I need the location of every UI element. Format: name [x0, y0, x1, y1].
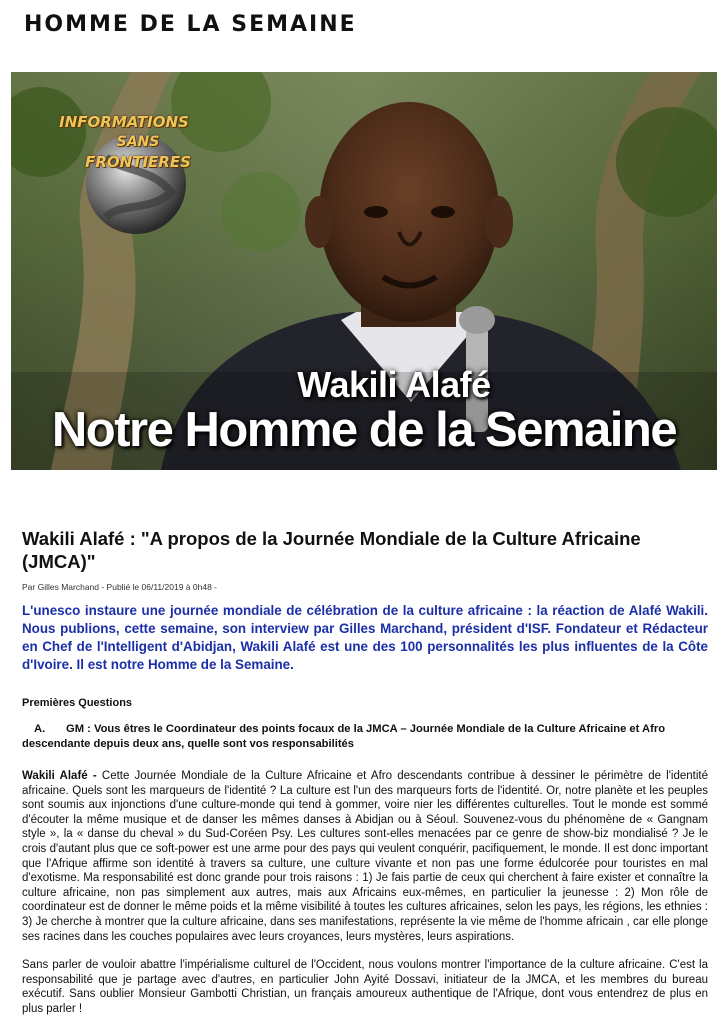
- question-marker: A.: [34, 723, 46, 735]
- logo-line-1: INFORMATIONS: [59, 113, 189, 131]
- hero-name: Wakili Alafé: [297, 364, 491, 405]
- question-text: GM : Vous êtres le Coordinateur des points focaux de la JMCA – Journée Mondiale de la Culture Africaine et Afro descendante depuis deux ans, quelle sont vos responsabilités: [22, 723, 666, 750]
- logo-line-2: SANS: [116, 134, 160, 150]
- hero-caption: Notre Homme de la Semaine: [51, 403, 677, 457]
- answer-text: Cette Journée Mondiale de la Culture Africaine et Afro descendants contribue à dessiner le périmètre de l'identité africaine. Quels sont les marqueurs de l'identité ? La culture est l'un des marqueurs forts de l'identité. Or, notre planète et les peuples sont soumis aux injonctions d'une culture-monde qui tend à gommer, voire nier les différentes culturelles. Tout le monde est sommé d'écouter la même musique et de danser les mêmes danses à Abidjan ou à Séoul. Souvenez-vous du phénomène de « Gangnam style », la « danse du cheval » du Sud-Coréen Psy. Les cultures sont-elles menacées par ce genre de show-biz mondialisé ? Je le crois d'autant plus que ce soft-power est une arme pour des pays qui veulent conquérir, pacifiquement, le monde. Il est donc important que l'Afrique affirme son identité à travers sa culture, une culture vivante et non pas une forme édulcorée pour touristes en mal d'exotisme. Ma responsabilité est donc grande pour trois raisons : 1) Je fais partie de ceux qui cherchent à faire exister et connaître la culture africaine, non pas simplement aux autres, mais aux Africains eux-mêmes, en particulier la jeunesse : 2) Mon rôle de coordinateur est de donner le même poids et la même visibilité à toutes les cultures africaines, selon les pays, les régions, les ethnies : 3) Je cherche à montrer que la culture africaine, dans ses manifestations, représente la vie même de l'homme africain , car elle plonge ses racines dans les couches populaires avec leurs croyances, leurs mystères, leurs aspirations.: [22, 770, 708, 943]
- answer-speaker: Wakili Alafé -: [22, 770, 97, 782]
- byline: Par Gilles Marchand - Publié le 06/11/2019 à 0h48 -: [22, 582, 217, 592]
- logo-line-3: FRONTIERES: [85, 153, 191, 171]
- section-title: HOMME DE LA SEMAINE: [24, 12, 357, 37]
- subhead: Premières Questions: [22, 697, 133, 709]
- article-title: Wakili Alafé : "A propos de la Journée Mondiale de la Culture Africaine (JMCA)": [22, 528, 641, 572]
- article-lede: L'unesco instaure une journée mondiale de célébration de la culture africaine : la réaction de Alafé Wakili. Nous publions, cette semaine, son interview par Gilles Marchand, président d'ISF. Fondateur et Rédacteur en Chef de l'Intelligent d'Abidjan, Wakili Alafé est une des 100 personnalités les plus influentes de la Côte d'Ivoire. Il est notre Homme de la Semaine.: [22, 603, 708, 672]
- isf-logo: [59, 112, 203, 172]
- paragraph-2: Sans parler de vouloir abattre l'impérialisme culturel de l'Occident, nous voulons montrer l'importance de la culture africaine. C'est la responsabilité que je partage avec d'autres, en particulier John Ayité Dossavi, initiateur de la JMCA, et les membres du bureau exécutif. Sans oublier Monsieur Gambotti Christian, un français amoureux authentique de l'Afrique, dont vous entendrez de plus en plus parler !: [22, 959, 708, 1015]
- question: [22, 722, 708, 751]
- hero-image: [11, 72, 717, 470]
- answer-paragraph: [22, 769, 708, 944]
